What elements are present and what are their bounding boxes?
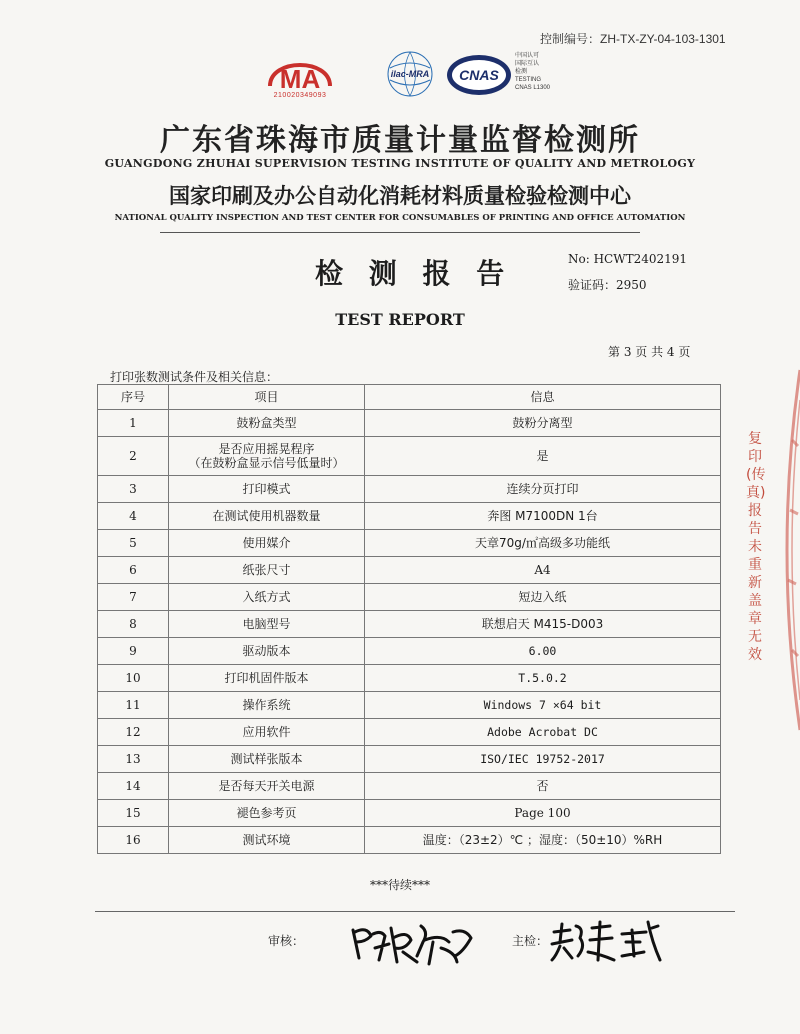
table-row xyxy=(98,746,721,773)
report-number: No: HCWT2402191 xyxy=(568,252,688,266)
row-no: 16 xyxy=(98,827,169,854)
row-item: 操作系统 xyxy=(169,692,365,719)
row-item xyxy=(169,437,365,476)
row-no: 12 xyxy=(98,719,169,746)
row-info: 联想启天 M415-D003 xyxy=(365,611,721,638)
header-info: 信息 xyxy=(365,385,721,410)
row-item-main: 是否应用摇晃程序 xyxy=(218,442,315,456)
row-info: 奔图 M7100DN 1台 xyxy=(365,503,721,530)
row-no: 5 xyxy=(98,530,169,557)
cnas-sub-line: 检测 xyxy=(515,69,528,75)
reviewer-label: 审核： xyxy=(268,934,305,948)
row-info: A4 xyxy=(365,557,721,584)
row-item: 纸张尺寸 xyxy=(169,557,365,584)
table-row xyxy=(98,611,721,638)
institute-name-cn: 广东省珠海市质量计量监督检测所 xyxy=(160,123,640,158)
row-no: 13 xyxy=(98,746,169,773)
page-info: 第 3 页 共 4 页 xyxy=(608,345,691,359)
row-no: 4 xyxy=(98,503,169,530)
row-no: 11 xyxy=(98,692,169,719)
table-row xyxy=(98,530,721,557)
row-item: 测试样张版本 xyxy=(169,746,365,773)
table-row xyxy=(98,800,721,827)
ma-code: 210020349093 xyxy=(273,92,327,99)
center-name-en: NATIONAL QUALITY INSPECTION AND TEST CENTER FOR CONSUMABLES OF PRINTING AND OFFICE AUTOMATION xyxy=(114,213,686,223)
row-info: 鼓粉分离型 xyxy=(365,410,721,437)
row-item: 在测试使用机器数量 xyxy=(169,503,365,530)
row-info: 温度：（23±2）℃ ；湿度：（50±10）%RH xyxy=(365,827,721,854)
table-row xyxy=(98,410,721,437)
row-item: 是否每天开关电源 xyxy=(169,773,365,800)
row-item: 鼓粉盒类型 xyxy=(169,410,365,437)
table-row xyxy=(98,773,721,800)
row-info: 连续分页打印 xyxy=(365,476,721,503)
table-row xyxy=(98,584,721,611)
row-no: 8 xyxy=(98,611,169,638)
verify-code: 验证码：2950 xyxy=(568,278,647,292)
header-no: 序号 xyxy=(98,385,169,410)
row-item: 入纸方式 xyxy=(169,584,365,611)
inspector-label: 主检： xyxy=(512,934,549,948)
section-title: 打印张数测试条件及相关信息： xyxy=(110,370,279,384)
row-no: 6 xyxy=(98,557,169,584)
row-item-sub: （在鼓粉盒显示信号低量时） xyxy=(188,456,345,470)
copy-invalid-notice: 复印(传真)报告未重新盖章无效 xyxy=(746,431,766,663)
row-item: 驱动版本 xyxy=(169,638,365,665)
continued-marker: ***待续*** xyxy=(369,878,430,892)
row-item: 使用媒介 xyxy=(169,530,365,557)
row-info: ISO/IEC 19752-2017 xyxy=(365,746,721,773)
table-row xyxy=(98,557,721,584)
table-row xyxy=(98,437,721,476)
row-item: 打印机固件版本 xyxy=(169,665,365,692)
table-row xyxy=(98,665,721,692)
row-no: 3 xyxy=(98,476,169,503)
row-item: 电脑型号 xyxy=(169,611,365,638)
cnas-sub-line: TESTING xyxy=(515,77,542,83)
row-info: 是 xyxy=(365,437,721,476)
test-conditions-table xyxy=(97,384,721,854)
row-no: 15 xyxy=(98,800,169,827)
header-item: 项目 xyxy=(169,385,365,410)
ilac-logo-text: ilac-MRA xyxy=(390,69,430,79)
ma-logo-text: MA xyxy=(279,64,321,94)
row-info: Adobe Acrobat DC xyxy=(365,719,721,746)
row-no: 7 xyxy=(98,584,169,611)
row-info: 短边入纸 xyxy=(365,584,721,611)
table-header-row xyxy=(98,385,721,410)
row-no: 2 xyxy=(98,437,169,476)
table-row xyxy=(98,476,721,503)
cnas-subtext xyxy=(515,52,550,92)
cnas-sub-line: 国际互认 xyxy=(515,61,540,67)
row-info: 否 xyxy=(365,773,721,800)
cnas-logo-text: CNAS xyxy=(459,67,499,83)
row-no: 1 xyxy=(98,410,169,437)
seal-edge xyxy=(770,360,800,740)
row-item: 应用软件 xyxy=(169,719,365,746)
institute-name-en: GUANGDONG ZHUHAI SUPERVISION TESTING INSTITUTE OF QUALITY AND METROLOGY xyxy=(104,157,696,170)
ilac-mra-logo xyxy=(385,50,435,98)
reviewer-signature xyxy=(345,912,485,972)
cnas-sub-line: 中国认可 xyxy=(515,53,540,59)
report-title-en: TEST REPORT xyxy=(335,310,465,329)
row-item: 测试环境 xyxy=(169,827,365,854)
row-no: 14 xyxy=(98,773,169,800)
table-row xyxy=(98,827,721,854)
row-info: T.5.0.2 xyxy=(365,665,721,692)
row-info: Windows 7 ×64 bit xyxy=(365,692,721,719)
row-no: 10 xyxy=(98,665,169,692)
row-info: 6.00 xyxy=(365,638,721,665)
row-item: 打印模式 xyxy=(169,476,365,503)
table-row xyxy=(98,719,721,746)
report-title-cn: 检 测 报 告 xyxy=(315,257,513,290)
table-row xyxy=(98,692,721,719)
table-row xyxy=(98,503,721,530)
table-row xyxy=(98,638,721,665)
header-divider xyxy=(160,232,640,233)
row-info: 天章70g/㎡高级多功能纸 xyxy=(365,530,721,557)
cnas-logo xyxy=(445,52,513,98)
control-number: 控制编号：ZH-TX-ZY-04-103-1301 xyxy=(540,32,726,46)
center-name-cn: 国家印刷及办公自动化消耗材料质量检验检测中心 xyxy=(169,184,631,208)
row-info: Page 100 xyxy=(365,800,721,827)
cnas-sub-line: CNAS L1300 xyxy=(515,85,551,91)
row-no: 9 xyxy=(98,638,169,665)
row-item: 褪色参考页 xyxy=(169,800,365,827)
inspector-signature xyxy=(548,912,668,972)
